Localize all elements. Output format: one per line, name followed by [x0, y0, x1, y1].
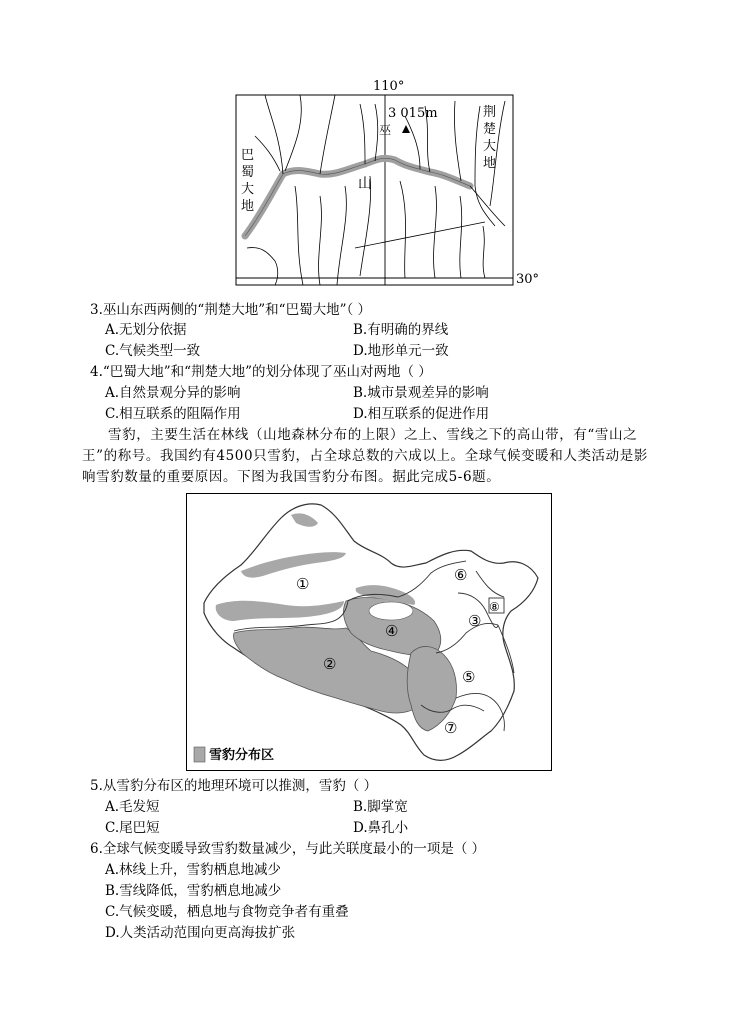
question-3-stem: 3.巫山东西两侧的“荆楚大地”和“巴蜀大地”（ ） [90, 302, 372, 318]
region-1-label: ① [296, 575, 310, 593]
region-5-label: ⑤ [462, 668, 476, 686]
question-5-stem: 5.从雪豹分布区的地理环境可以推测，雪豹（ ） [90, 778, 378, 794]
q4-option-d[interactable]: D.相互联系的促进作用 [353, 406, 490, 422]
label-shan: 山 [358, 176, 372, 192]
boundary-line [355, 222, 485, 248]
q5-option-d[interactable]: D.鼻孔小 [353, 820, 409, 836]
q6-option-c[interactable]: C.气候变暖，栖息地与食物竞争者有重叠 [105, 904, 349, 920]
q4-option-c[interactable]: C.相互联系的阻隔作用 [105, 406, 241, 422]
q4-option-b[interactable]: B.城市景观差异的影响 [353, 385, 489, 401]
label-jingchu: 荆 楚 大 地 [483, 105, 497, 171]
q3-option-c[interactable]: C.气候类型一致 [105, 343, 201, 359]
q6-option-a[interactable]: A.林线上升，雪豹栖息地减少 [105, 862, 282, 878]
region-6-label: ⑥ [454, 566, 468, 584]
q6-option-d[interactable]: D.人类活动范围向更高海拔扩张 [105, 925, 296, 941]
region-7-label: ⑦ [444, 719, 458, 737]
label-wu: 巫 [379, 123, 392, 137]
rivers [247, 95, 505, 285]
q5-option-c[interactable]: C.尾巴短 [105, 820, 160, 836]
q5-option-a[interactable]: A.毛发短 [105, 799, 160, 815]
snow-leopard-map [186, 493, 552, 771]
q4-option-a[interactable]: A.自然景观分异的影响 [105, 385, 241, 401]
legend-label: 雪豹分布区 [209, 748, 275, 763]
q3-option-a[interactable]: A.无划分依据 [105, 322, 187, 338]
question-4-stem: 4.“巴蜀大地”和“荆楚大地”的划分体现了巫山对两地（ ） [90, 364, 432, 380]
q5-option-b[interactable]: B.脚掌宽 [353, 799, 408, 815]
q3-option-d[interactable]: D.地形单元一致 [353, 343, 449, 359]
region-2-label: ② [323, 655, 337, 673]
legend-swatch [194, 747, 205, 762]
region-4-label: ④ [385, 622, 399, 640]
region-8-label: ⑧ [489, 600, 500, 614]
region-3-label: ③ [468, 612, 482, 630]
snow-leopard-passage: 雪豹，主要生活在林线（山地森林分布的上限）之上、雪线之下的高山带，有“雪山之王”的称号。我国约有4500只雪豹，占全球总数的六成以上。全球气候变暖和人类活动是影响雪豹数量的重要原因。下图为我国雪豹分布图。据此完成5-6题。 [82, 427, 648, 485]
label-bashu: 巴 蜀 大 地 [241, 148, 255, 214]
longitude-label: 110° [373, 79, 405, 94]
q6-option-b[interactable]: B.雪线降低，雪豹栖息地减少 [105, 883, 282, 899]
peak-icon [402, 125, 410, 133]
latitude-label: 30° [516, 272, 540, 287]
q3-option-b[interactable]: B.有明确的界线 [353, 322, 449, 338]
wushan-map [225, 76, 545, 291]
question-6-stem: 6.全球气候变暖导致雪豹数量减少，与此关联度最小的一项是（ ） [90, 841, 486, 857]
peak-label: 3 015m [388, 106, 438, 121]
